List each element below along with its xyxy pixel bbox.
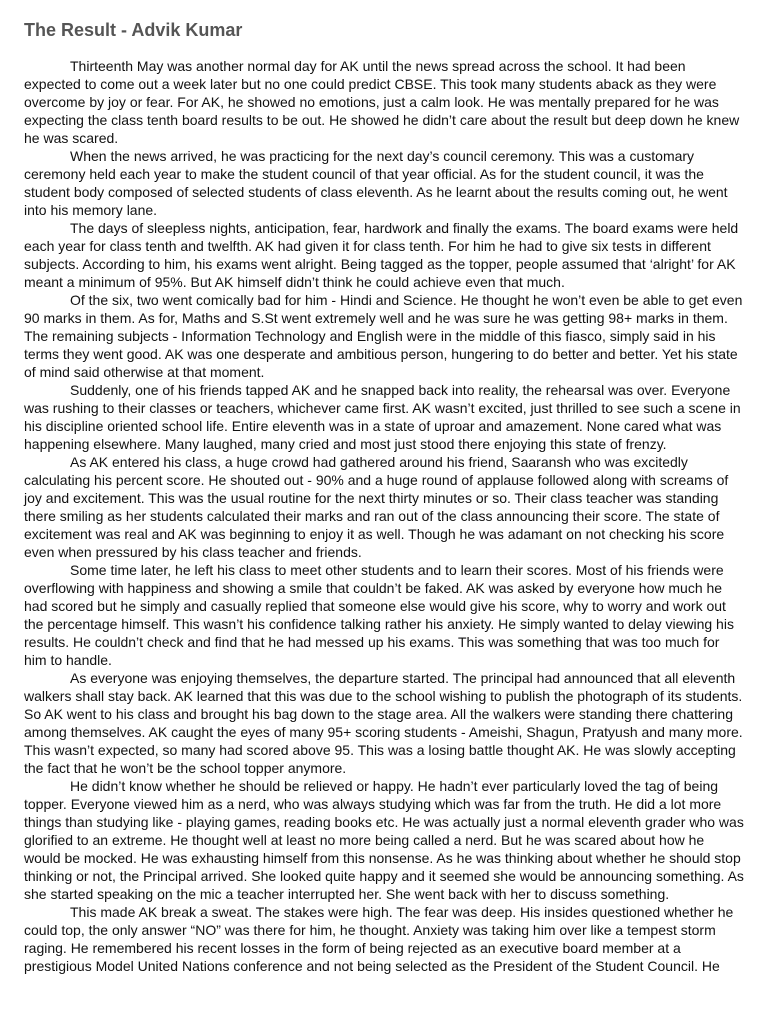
paragraph: Some time later, he left his class to meet other students and to learn their scores. Most of his friends were overflowing with happiness and showing a smile that couldn’t be faked. AK was asked by everyone how much he had scored but he simply and casually replied that someone else would give his score, why to worry and work out the percentage himself. This wasn’t his confidence talking rather his anxiety. He simply wanted to delay viewing his results. He couldn’t check and find that he had messed up his exams. This was something that was too much for him to handle. xyxy=(24,562,734,668)
paragraph: As everyone was enjoying themselves, the departure started. The principal had announced that all eleventh walkers shall stay back. AK learned that this was due to the school wishing to publish the photograph of its students. So AK went to his class and brought his bag down to the stage area. All the walkers were standing there chattering among themselves. AK caught the eyes of many 95+ scoring students - Ameishi, Shagun, Pratyush and many more. This wasn’t expected, so many had scored above 95. This was a losing battle thought AK. He was slowly accepting the fact that he won’t be the school topper anymore. xyxy=(24,670,743,776)
paragraph: When the news arrived, he was practicing for the next day’s council ceremony. This was a customary ceremony held each year to make the student council of that year official. As for the student council, it was the student body composed of selected students of class eleventh. As he learnt about the results coming out, he went into his memory lane. xyxy=(24,148,728,218)
paragraph: The days of sleepless nights, anticipation, fear, hardwork and finally the exams. The board exams were held each year for class tenth and twelfth. AK had given it for class tenth. For him he had to give six tests in different subjects. According to him, his exams went alright. Being tagged as the topper, people assumed that ‘alright’ for AK meant a minimum of 95%. But AK himself didn’t think he could achieve even that much. xyxy=(24,220,739,290)
paragraph: Suddenly, one of his friends tapped AK and he snapped back into reality, the rehearsal was over. Everyone was rushing to their classes or teachers, whichever came first. AK wasn’t excited, just thrilled to see such a scene in his discipline oriented school life. Entire eleventh was in a state of uproar and amazement. None cared what was happening elsewhere. Many laughed, many cried and most just stood there enjoying this state of frenzy. xyxy=(24,382,741,452)
paragraph: Of the six, two went comically bad for him - Hindi and Science. He thought he won’t even be able to get even 90 marks in them. As for, Maths and S.St went extremely well and he was sure he was getting 98+ marks in them. The remaining subjects - Information Technology and English were in the middle of this fiasco, simply said in his terms they went good. AK was one desperate and ambitious person, hungering to do better and better. Yet his state of mind said otherwise at that moment. xyxy=(24,292,743,380)
document-title: The Result - Advik Kumar xyxy=(24,20,243,40)
document-body xyxy=(24,57,744,975)
paragraph: As AK entered his class, a huge crowd had gathered around his friend, Saaransh who was excitedly calculating his percent score. He shouted out - 90% and a huge round of applause followed along with screams of joy and excitement. This was the usual routine for the next thirty minutes or so. Their class teacher was standing there smiling as her students calculated their marks and ran out of the class announcing their score. The state of excitement was real and AK was beginning to enjoy it as well. Though he was adamant on not checking his score even when pressured by his class teacher and friends. xyxy=(24,454,729,560)
paragraph: Thirteenth May was another normal day for AK until the news spread across the school. It had been expected to come out a week later but no one could predict CBSE. This took many students aback as they were overcome by joy or fear. For AK, he showed no emotions, just a calm look. He was mentally prepared for he was expecting the class tenth board results to be out. He showed he didn’t care about the result but deep down he knew he was scared. xyxy=(24,58,740,146)
paragraph: This made AK break a sweat. The stakes were high. The fear was deep. His insides questioned whether he could top, the only answer “NO” was there for him, he thought. Anxiety was taking him over like a tempest storm raging. He remembered his recent losses in the form of being rejected as an executive board member at a prestigious Model United Nations conference and not being selected as the President of the Student Council. He xyxy=(24,904,734,974)
paragraph: He didn’t know whether he should be relieved or happy. He hadn’t ever particularly loved the tag of being topper. Everyone viewed him as a nerd, who was always studying which was far from the truth. He did a lot more things than studying like - playing games, reading books etc. He was actually just a normal eleventh grader who was glorified to an extreme. He thought well at least no more being called a nerd. But he was scared about how he would be mocked. He was exhausting himself from this nonsense. As he was thinking about whether he should stop thinking or not, the Principal arrived. She looked quite happy and it seemed she would be announcing something. As she started speaking on the mic a teacher interrupted her. She went back with her to discuss something. xyxy=(24,778,744,902)
